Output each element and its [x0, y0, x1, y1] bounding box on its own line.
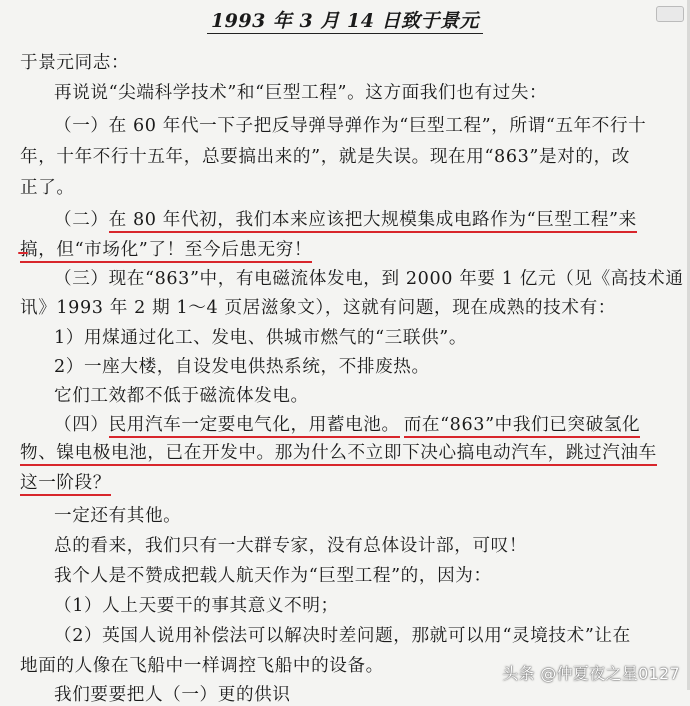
paragraph-7: 我个人是不赞成把载人航天作为“巨型工程”的，因为：	[54, 566, 492, 586]
underlined-text: 而在“863”中我们已突破氢化	[404, 415, 641, 438]
paragraph-1-line-1: （一）在 60 年代一下子把反导弹导弹作为“巨型工程”，所谓“五年不行十	[54, 116, 647, 136]
cut-off-line: 我们要要把人（一）更的供识	[54, 685, 291, 705]
salutation: 于景元同志：	[20, 53, 130, 73]
paragraph-5: 一定还有其他。	[54, 506, 182, 526]
watermark: 头条 @仲夏夜之星0127	[502, 664, 680, 683]
reason-2-line-1: （2）英国人说用补偿法可以解决时差问题，那就可以用“灵境技术”让在	[54, 626, 631, 646]
hand-drawn-mark	[18, 252, 28, 254]
paragraph-3-line-1: （三）现在“863”中，有电磁流体发电，到 2000 年要 1 亿元（见《高技术通	[54, 269, 684, 289]
paragraph-2-line-2	[20, 239, 312, 261]
paragraph-6: 总的看来，我们只有一大群专家，没有总体设计部，可叹！	[54, 536, 528, 556]
paragraph-3-line-2: 讯》1993 年 2 期 1～4 页居滋象文），这就有问题，现在成熟的技术有：	[20, 298, 616, 318]
paragraph-4-number: （四）	[54, 415, 109, 435]
paragraph-4-line-2	[20, 442, 657, 464]
underlined-text: 民用汽车一定要电气化，用蓄电池。	[109, 415, 400, 438]
underlined-text: 在 80 年代初，我们本来应该把大规模集成电路作为“巨型工程”来	[109, 210, 637, 233]
underlined-text: 搞，但“市场化”了！至今后患无穷！	[20, 240, 312, 263]
letter-title: 1993 年 3 月 14 日致于景元	[0, 6, 690, 33]
paragraph-4-line-1	[54, 414, 640, 436]
reason-2-line-2: 地面的人像在飞船中一样调控飞船中的设备。	[20, 656, 384, 676]
corner-badge-icon	[656, 6, 684, 22]
paragraph-2-number: （二）	[54, 210, 109, 230]
paragraph-4-line-3	[20, 472, 111, 494]
paragraph-1-line-2: 年，十年不行十五年，总要搞出来的”，就是失误。现在用“863”是对的，改	[20, 147, 630, 167]
reason-1: （1）人上天要干的事其意义不明；	[54, 596, 339, 616]
list-item-1: 1）用煤通过化工、发电、供城市燃气的“三联供”。	[54, 328, 468, 348]
underlined-text: 这一阶段？	[20, 473, 111, 496]
list-item-2: 2）一座大楼，自设发电供热系统，不排废热。	[54, 357, 430, 377]
underlined-text: 物、镍电极电池，已在开发中。那为什么不立即下决心搞电动汽车，跳过汽油车	[20, 443, 657, 466]
paragraph-3-conclusion: 它们工效都不低于磁流体发电。	[54, 386, 309, 406]
paragraph-1-line-3: 正了。	[20, 178, 75, 198]
paragraph-intro: 再说说“尖端科学技术”和“巨型工程”。这方面我们也有过失：	[54, 83, 548, 103]
paragraph-2-line-1	[54, 209, 637, 231]
